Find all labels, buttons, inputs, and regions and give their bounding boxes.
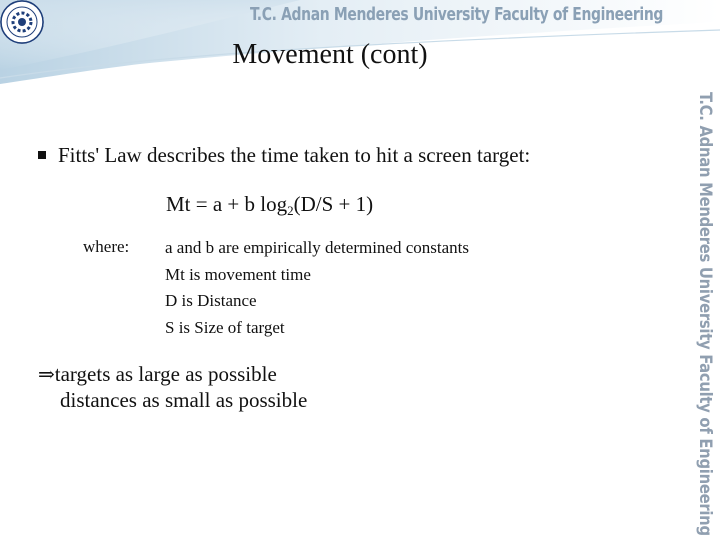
formula-left: Mt = a + b log	[166, 192, 288, 216]
formula-right: (D/S + 1)	[293, 192, 374, 216]
conclusion	[38, 361, 307, 413]
where-label: where:	[83, 237, 130, 256]
conclusion-line-1: targets as large as possible	[54, 362, 277, 386]
bullet-item	[38, 140, 530, 170]
conclusion-line-2: distances as small as possible	[60, 388, 308, 412]
slide-title: Movement (cont)	[232, 39, 428, 70]
bullet-text: Fitts' Law describes the time taken to hit a screen target:	[58, 143, 531, 167]
header-institution-text: T.C. Adnan Menderes University Faculty of Engineering	[250, 4, 664, 25]
definition-item: Mt is movement time	[165, 264, 311, 284]
square-bullet-icon	[38, 151, 46, 159]
formula-subscript: 2	[287, 203, 294, 218]
fitts-formula	[166, 189, 373, 226]
definition-item: a and b are empirically determined constants	[165, 238, 469, 257]
implies-arrow-icon: ⇒	[38, 362, 55, 386]
definition-item: D is Distance	[165, 291, 257, 310]
side-institution-text: T.C. Adnan Menderes University Faculty of Engineering	[696, 92, 715, 536]
definition-item: S is Size of target	[165, 317, 285, 337]
definition-list	[165, 235, 469, 341]
